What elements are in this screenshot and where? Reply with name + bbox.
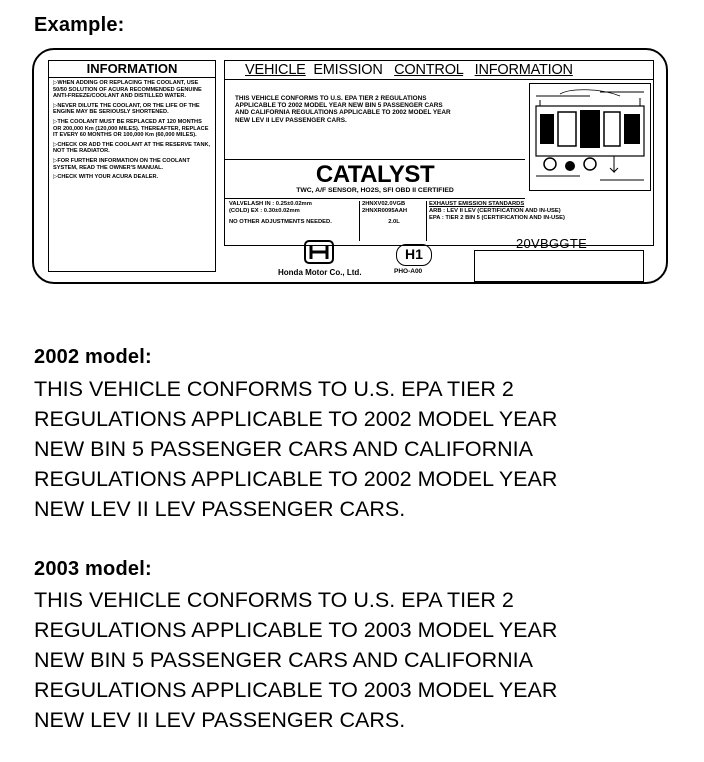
information-item: ▷ NEVER DILUTE THE COOLANT, OR THE LIFE OF THE ENGINE MAY BE SERIOUSLY SHORTENED. <box>53 103 211 116</box>
information-item: ▷ FOR FURTHER INFORMATION ON THE COOLANT SYSTEM, READ THE OWNER'S MANUAL. <box>53 158 211 171</box>
conform-line: NEW LEV II LEV PASSENGER CARS. <box>235 116 347 124</box>
spec-row <box>225 201 655 245</box>
information-title: INFORMATION <box>49 61 215 78</box>
information-panel <box>48 60 216 272</box>
text-line: REGULATIONS APPLICABLE TO 2002 MODEL YEAR <box>34 407 558 431</box>
emission-standards-spec <box>429 201 649 241</box>
text-line: REGULATIONS APPLICABLE TO 2003 MODEL YEAR <box>34 678 558 702</box>
text-line: REGULATIONS APPLICABLE TO 2002 MODEL YEAR <box>34 467 558 491</box>
honda-logo-icon <box>304 240 334 264</box>
information-items <box>49 78 215 186</box>
emission-label <box>32 48 668 284</box>
vec-title-word: EMISSION <box>313 62 383 78</box>
vacuum-hose-diagram-icon <box>530 84 650 190</box>
blank-box <box>474 250 644 282</box>
catalyst-row <box>225 159 525 199</box>
information-item: ▷ THE COOLANT MUST BE REPLACED AT 120 MONTHS OR 200,000 Km (120,000 MILES). THEREAFTER, REPLACE IT EVERY 60 MONTHS OR 100,000 Km (60,000 MILES). <box>53 119 211 139</box>
vec-title-word: VEHICLE <box>245 62 306 78</box>
section-2003-text <box>34 585 694 735</box>
text-line: THIS VEHICLE CONFORMS TO U.S. EPA TIER 2 <box>34 588 514 612</box>
vec-title <box>225 61 653 80</box>
h1-badge: H1 <box>396 244 432 266</box>
vec-title-word: INFORMATION <box>474 62 573 78</box>
information-item: ▷ WHEN ADDING OR REPLACING THE COOLANT, USE 50/50 SOLUTION OF ACURA RECOMMENDED GENUINE ANTI-FREEZE/COOLANT AND DISTILLED WATER. <box>53 80 211 100</box>
text-line: NEW BIN 5 PASSENGER CARS AND CALIFORNIA <box>34 437 533 461</box>
engine-vacuum-diagram <box>529 83 651 191</box>
standards-line: ARB : LEV II LEV (CERTIFICATION AND IN-USE) <box>429 208 561 214</box>
section-2002-text <box>34 374 694 524</box>
valve-line: NO OTHER ADJUSTMENTS NEEDED. <box>229 219 332 225</box>
valve-lash-spec <box>229 201 355 241</box>
conformance-statement <box>235 95 451 124</box>
text-line: NEW LEV II LEV PASSENGER CARS. <box>34 497 406 521</box>
valve-line: VALVELASH IN : 0.25±0.02mm <box>229 201 312 207</box>
example-heading: Example: <box>34 14 125 36</box>
section-2003-heading: 2003 model: <box>34 558 152 580</box>
vehicle-emission-panel <box>224 60 654 246</box>
information-item: ▷ CHECK OR ADD THE COOLANT AT THE RESERVE TANK, NOT THE RADIATOR. <box>53 142 211 155</box>
conform-line: THIS VEHICLE CONFORMS TO U.S. EPA TIER 2 REGULATIONS <box>235 95 427 102</box>
conform-line: AND CALIFORNIA REGULATIONS APPLICABLE TO 2002 MODEL YEAR <box>235 109 451 117</box>
vin-code: 20VBGGTE <box>516 236 588 251</box>
text-line: NEW LEV II LEV PASSENGER CARS. <box>34 708 406 732</box>
engine-line: 2.0L <box>388 219 400 225</box>
catalyst-subtext: TWC, A/F SENSOR, HO2S, SFI OBD II CERTIFIED <box>296 187 454 194</box>
information-item: ▷ CHECK WITH YOUR ACURA DEALER. <box>53 174 211 181</box>
text-line: REGULATIONS APPLICABLE TO 2003 MODEL YEAR <box>34 618 558 642</box>
h1-code: PHO-A00 <box>394 268 423 275</box>
catalyst-text: CATALYST <box>315 161 435 188</box>
text-line: THIS VEHICLE CONFORMS TO U.S. EPA TIER 2 <box>34 377 514 401</box>
section-2002-heading: 2002 model: <box>34 346 152 368</box>
text-line: NEW BIN 5 PASSENGER CARS AND CALIFORNIA <box>34 648 533 672</box>
engine-line: 2HNXV02.0VGB <box>362 201 406 207</box>
honda-company-text: Honda Motor Co., Ltd. <box>278 268 362 277</box>
standards-line: EPA : TIER 2 BIN 5 (CERTIFICATION AND IN-USE) <box>429 215 565 221</box>
valve-line: (COLD) EX : 0.30±0.02mm <box>229 208 300 214</box>
standards-line: EXHAUST EMISSION STANDARDS <box>429 201 525 207</box>
engine-family-spec <box>359 201 427 241</box>
conform-line: APPLICABLE TO 2002 MODEL YEAR NEW BIN 5 PASSENGER CARS <box>235 102 443 110</box>
engine-line: 2HNXR0095AAH <box>362 208 408 214</box>
vec-title-word: CONTROL <box>394 62 464 78</box>
